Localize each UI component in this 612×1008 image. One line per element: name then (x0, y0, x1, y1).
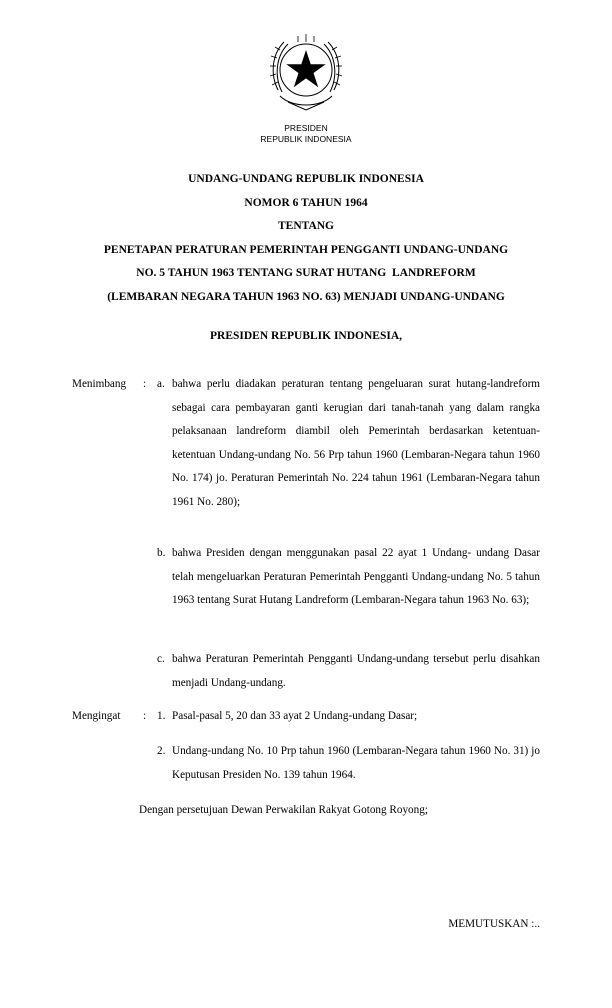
caption-line-1: PRESIDEN (284, 123, 328, 133)
mengingat-label: Mengingat (72, 710, 121, 722)
opening-statement: PRESIDEN REPUBLIK INDONESIA, (209, 330, 403, 342)
clause-marker: a. (157, 378, 165, 390)
header-caption (0, 123, 612, 145)
clause-marker: 2. (157, 745, 166, 757)
menimbang-label: Menimbang (72, 378, 127, 390)
garuda-star-emblem-icon (268, 30, 344, 114)
menimbang-clause-a: bahwa perlu diadakan peraturan tentang pengeluaran surat hutang-landreform sebagai cara pembayaran ganti kerugian dari tanah-tanah yang dalam rangka pelaksanaan landreform diambil oleh Pemerintah berdasarkan ketentuan-ketentuan Undang-undang No. 56 Prp tahun 1960 (Lembaran-Negara tahun 1960 No. 174) jo. Peraturan Pemerintah No. 224 tahun 1961 (Lembaran-Negara tahun 1961 No. 280); (172, 378, 540, 508)
title-line-4: PENETAPAN PERATURAN PEMERINTAH PENGGANTI UNDANG-UNDANG (103, 243, 509, 256)
clause-marker: 1. (157, 710, 166, 722)
title-line-5: NO. 5 TAHUN 1963 TENTANG SURAT HUTANG LANDREFORM (136, 267, 476, 279)
document-title (0, 168, 612, 309)
mengingat-colon: : (143, 710, 147, 722)
caption-line-2: REPUBLIK INDONESIA (260, 134, 352, 144)
menimbang-clause-c: bahwa Peraturan Pemerintah Pengganti Undang-undang tersebut perlu disahkan menjadi Undang-undang. (172, 653, 540, 689)
menimbang-colon: : (143, 378, 147, 390)
mengingat-clause-2: Undang-undang No. 10 Prp tahun 1960 (Lembaran-Negara tahun 1960 No. 31) jo Keputusan Presiden No. 139 tahun 1964. (172, 745, 540, 781)
mengingat-clause-1: Pasal-pasal 5, 20 dan 33 ayat 2 Undang-undang Dasar; (172, 710, 418, 722)
clause-marker: b. (157, 547, 166, 559)
menimbang-clause-b: bahwa Presiden dengan menggunakan pasal 22 ayat 1 Undang- undang Dasar telah mengeluarkan Peraturan Pemerintah Pengganti Undang-undang No. 5 tahun 1963 tentang Surat Hutang Landreform (Lembaran-Negara tahun 1963 No. 63); (172, 547, 540, 607)
approval-statement: Dengan persetujuan Dewan Perwakilan Rakyat Gotong Royong; (139, 804, 428, 816)
title-line-1: UNDANG-UNDANG REPUBLIK INDONESIA (188, 173, 424, 185)
title-line-6: (LEMBARAN NEGARA TAHUN 1963 NO. 63) MENJADI UNDANG-UNDANG (107, 290, 505, 303)
title-line-3: TENTANG (277, 220, 335, 232)
clause-marker: c. (157, 653, 165, 665)
continuation-text: MEMUTUSKAN :.. (448, 918, 540, 930)
title-line-2: NOMOR 6 TAHUN 1964 (244, 196, 368, 209)
